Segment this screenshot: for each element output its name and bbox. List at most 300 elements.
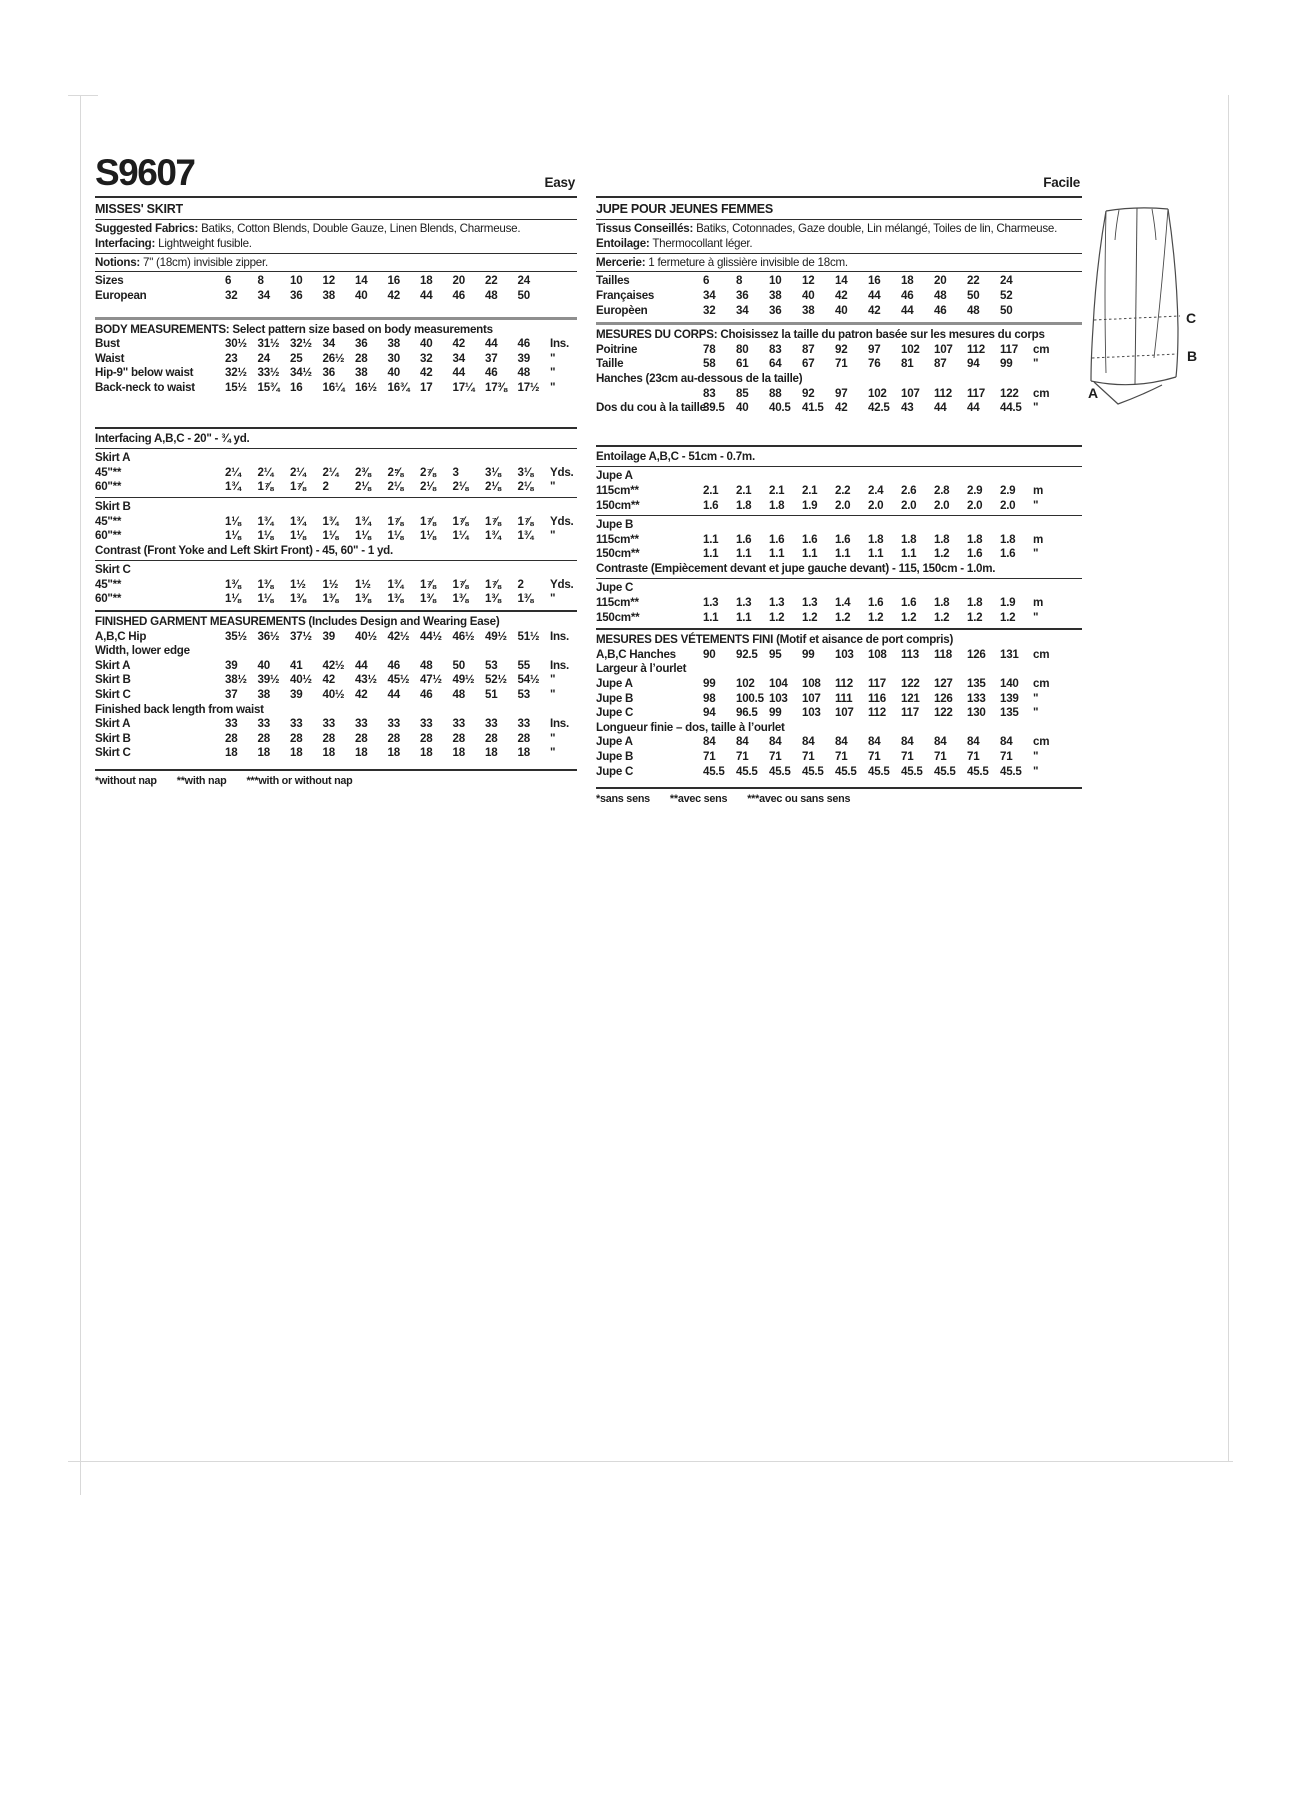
cell-value: 80 bbox=[736, 342, 749, 356]
cell-value: 71 bbox=[901, 750, 914, 764]
cell-value: 1⅜ bbox=[420, 592, 436, 606]
cell-value: 97 bbox=[868, 342, 881, 356]
table-row bbox=[95, 717, 577, 732]
cell-value: 40½ bbox=[355, 629, 377, 643]
cell-value: 24 bbox=[517, 274, 530, 288]
cell-value: 94 bbox=[703, 706, 716, 720]
notions-label: Notions: bbox=[95, 255, 141, 269]
section-row: Jupe C bbox=[596, 581, 634, 595]
cell-value: 117 bbox=[901, 706, 919, 720]
cell-value: 52 bbox=[1000, 288, 1013, 302]
cell-value: 38 bbox=[769, 288, 782, 302]
cell-value: 103 bbox=[769, 691, 788, 705]
cell-value: 1⅞ bbox=[257, 480, 274, 494]
cell-value: 46 bbox=[387, 658, 400, 672]
cell-label: Skirt A bbox=[95, 658, 131, 672]
cell-value: 1¾ bbox=[290, 514, 306, 528]
garment-title-french: JUPE POUR JEUNES FEMMES bbox=[596, 202, 773, 216]
cell-value: 122 bbox=[1000, 386, 1019, 400]
cell-value: 1⅞ bbox=[485, 577, 501, 591]
cell-value: 48 bbox=[420, 658, 433, 672]
cell-value: 40 bbox=[835, 303, 848, 317]
table-row bbox=[95, 466, 577, 481]
spacer bbox=[596, 779, 1082, 784]
cell-unit: cm bbox=[1033, 677, 1050, 691]
cell-value: 1.1 bbox=[736, 547, 752, 561]
cell-unit: " bbox=[1033, 357, 1039, 371]
cell-unit: " bbox=[550, 366, 556, 380]
cell-unit: Ins. bbox=[550, 629, 569, 643]
cell-value: 8 bbox=[257, 274, 264, 288]
cell-value: 1⅜ bbox=[485, 592, 501, 606]
divider bbox=[95, 769, 577, 771]
cell-value: 42 bbox=[322, 673, 335, 687]
cell-value: 2.0 bbox=[835, 498, 851, 512]
cell-value: 1.6 bbox=[736, 532, 752, 546]
cell-value: 18 bbox=[901, 274, 914, 288]
cell-value: 71 bbox=[835, 750, 848, 764]
cell-value: 92 bbox=[835, 342, 848, 356]
section-row: Width, lower edge bbox=[95, 644, 190, 658]
cell-label: 60"** bbox=[95, 529, 122, 543]
cell-value: 37½ bbox=[290, 629, 312, 643]
cell-value: 22 bbox=[967, 274, 980, 288]
skirt-line-drawing bbox=[1088, 198, 1210, 416]
cell-value: 20 bbox=[452, 274, 465, 288]
table-row bbox=[596, 547, 1082, 562]
cell-value: 2⅛ bbox=[355, 480, 371, 494]
cell-value: 1.8 bbox=[769, 498, 785, 512]
cell-value: 2.0 bbox=[868, 498, 884, 512]
cell-value: 28 bbox=[257, 731, 270, 745]
cell-value: 84 bbox=[934, 735, 947, 749]
cell-value: 28 bbox=[517, 731, 530, 745]
cell-label: European bbox=[95, 288, 147, 302]
cell-value: 1.8 bbox=[967, 596, 983, 610]
cell-value: 1⅜ bbox=[452, 592, 469, 606]
cell-unit: " bbox=[550, 380, 556, 394]
cell-value: 44 bbox=[387, 688, 400, 702]
cell-value: 1.6 bbox=[901, 596, 917, 610]
cell-value: 103 bbox=[835, 647, 854, 661]
divider bbox=[95, 196, 577, 198]
cell-value: 25 bbox=[290, 351, 303, 365]
section-row: MESURES DU CORPS: Choisissez la taille du patron basée sur les mesures du corps bbox=[596, 328, 1045, 342]
cell-value: 1.6 bbox=[769, 532, 785, 546]
cell-value: 107 bbox=[802, 691, 821, 705]
cell-value: 1⅞ bbox=[485, 514, 501, 528]
cell-unit: " bbox=[1033, 547, 1039, 561]
cell-value: 121 bbox=[901, 691, 920, 705]
cell-unit: " bbox=[550, 746, 556, 760]
section-row: Hanches (23cm au-dessous de la taille) bbox=[596, 371, 803, 385]
cell-value: 43½ bbox=[355, 673, 377, 687]
cell-value: 32 bbox=[703, 303, 716, 317]
table-row bbox=[95, 289, 577, 304]
cell-value: 139 bbox=[1000, 691, 1019, 705]
cell-label: 60"** bbox=[95, 480, 122, 494]
cell-unit bbox=[1033, 274, 1082, 289]
cell-value: 35½ bbox=[225, 629, 247, 643]
entoilage-label: Entoilage: bbox=[596, 236, 650, 250]
table-row bbox=[596, 289, 1082, 304]
cell-value: 84 bbox=[868, 735, 881, 749]
section-row: MESURES DES VÉTEMENTS FINI (Motif et aisance de port compris) bbox=[596, 633, 954, 647]
cell-value: 122 bbox=[934, 706, 953, 720]
cell-value: 41 bbox=[290, 658, 303, 672]
cell-value: 28 bbox=[355, 731, 368, 745]
cell-value: 71 bbox=[1000, 750, 1013, 764]
cell-value: 2.1 bbox=[802, 483, 818, 497]
table-row bbox=[95, 746, 577, 761]
table-row bbox=[596, 387, 1082, 402]
cell-value: 1⅜ bbox=[225, 577, 241, 591]
cell-value: 103 bbox=[802, 706, 821, 720]
cell-value: 92 bbox=[802, 386, 815, 400]
cell-value: 1.6 bbox=[868, 596, 884, 610]
view-b-label: B bbox=[1187, 348, 1198, 364]
cell-value: 46 bbox=[485, 366, 498, 380]
cell-value: 1.8 bbox=[934, 596, 950, 610]
cell-value: 16 bbox=[868, 274, 881, 288]
cell-value: 1⅞ bbox=[517, 514, 534, 528]
cell-value: 33 bbox=[387, 717, 400, 731]
cell-value: 1⅛ bbox=[225, 514, 241, 528]
cell-label: Françaises bbox=[596, 288, 655, 302]
cell-value: 42 bbox=[387, 288, 400, 302]
cell-value: 17⅜ bbox=[485, 380, 507, 394]
cell-value: 28 bbox=[322, 731, 335, 745]
cell-value: 1¾ bbox=[355, 514, 371, 528]
cell-value: 2.9 bbox=[1000, 483, 1016, 497]
cell-unit: " bbox=[550, 351, 556, 365]
cell-label: 115cm** bbox=[596, 596, 639, 610]
cell-unit: Yds. bbox=[550, 577, 574, 591]
cell-value: 116 bbox=[868, 691, 886, 705]
section-row: Interfacing A,B,C - 20" - ¾ yd. bbox=[95, 431, 250, 445]
cell-value: 34½ bbox=[290, 366, 312, 380]
divider bbox=[95, 610, 577, 612]
cell-value: 22 bbox=[485, 274, 498, 288]
cell-value: 3⅛ bbox=[485, 465, 501, 479]
cell-value: 112 bbox=[835, 677, 853, 691]
cell-value: 2 bbox=[517, 577, 524, 591]
trim-mark-bottom bbox=[68, 1461, 1233, 1462]
cell-value: 2.0 bbox=[901, 498, 917, 512]
cell-value: 45½ bbox=[387, 673, 410, 687]
cell-value: 18 bbox=[322, 746, 335, 760]
cell-value: 1⅞ bbox=[420, 577, 436, 591]
cell-value: 95 bbox=[769, 647, 782, 661]
english-header bbox=[95, 153, 577, 193]
cell-unit: " bbox=[1033, 498, 1039, 512]
table-row bbox=[596, 401, 1082, 416]
cell-value: 44 bbox=[452, 366, 465, 380]
difficulty-badge-french: Facile bbox=[1043, 175, 1080, 190]
cell-value: 42 bbox=[355, 688, 368, 702]
cell-value: 71 bbox=[703, 750, 716, 764]
cell-value: 33 bbox=[257, 717, 270, 731]
cell-value: 84 bbox=[901, 735, 914, 749]
cell-value: 45.5 bbox=[835, 764, 857, 778]
cell-value: 49½ bbox=[485, 629, 507, 643]
cell-value: 32½ bbox=[290, 337, 312, 351]
divider bbox=[95, 271, 577, 272]
mercerie-line bbox=[596, 256, 1082, 270]
cell-value: 1.6 bbox=[802, 532, 818, 546]
cell-value: 40 bbox=[802, 288, 815, 302]
interfacing-value: Lightweight fusible. bbox=[158, 236, 252, 250]
cell-value: 45.5 bbox=[868, 764, 890, 778]
footnote-with-nap: **with nap bbox=[176, 775, 227, 788]
cell-value: 42½ bbox=[387, 629, 410, 643]
cell-unit: " bbox=[1033, 750, 1039, 764]
table-row bbox=[596, 648, 1082, 663]
cell-value: 84 bbox=[736, 735, 749, 749]
cell-value: 107 bbox=[934, 342, 953, 356]
cell-value: 2⅛ bbox=[452, 480, 469, 494]
cell-unit: Ins. bbox=[550, 658, 569, 672]
section-row: Skirt B bbox=[95, 499, 131, 513]
table-row bbox=[95, 337, 577, 352]
divider bbox=[596, 466, 1082, 467]
cell-value: 45.5 bbox=[703, 764, 725, 778]
cell-value: 2.2 bbox=[835, 483, 851, 497]
cell-label: Jupe B bbox=[596, 691, 634, 705]
cell-value: 1¾ bbox=[485, 529, 501, 543]
cell-value: 16½ bbox=[355, 380, 377, 394]
cell-value: 44 bbox=[901, 303, 914, 317]
cell-value: 1¼ bbox=[452, 529, 469, 543]
cell-value: 2¼ bbox=[290, 465, 306, 479]
cell-value: 48 bbox=[485, 288, 498, 302]
table-row bbox=[95, 673, 577, 688]
divider bbox=[596, 271, 1082, 272]
table-row bbox=[596, 343, 1082, 358]
cell-unit: m bbox=[1033, 532, 1044, 546]
cell-value: 94 bbox=[967, 357, 980, 371]
section-row: Entoilage A,B,C - 51cm - 0.7m. bbox=[596, 449, 755, 463]
cell-value: 1.1 bbox=[901, 547, 917, 561]
table-row bbox=[95, 529, 577, 544]
cell-value: 2⅛ bbox=[420, 480, 436, 494]
cell-value: 24 bbox=[257, 351, 270, 365]
cell-value: 1.8 bbox=[901, 532, 917, 546]
cell-value: 46 bbox=[420, 688, 433, 702]
cell-value: 28 bbox=[225, 731, 238, 745]
section-row: Jupe A bbox=[596, 469, 633, 483]
cell-unit: m bbox=[1033, 596, 1044, 610]
interfacing-label: Interfacing: bbox=[95, 236, 156, 250]
cell-unit: Yds. bbox=[550, 514, 574, 528]
cell-value: 1⅛ bbox=[420, 529, 436, 543]
cell-value: 48 bbox=[934, 288, 947, 302]
view-c-label: C bbox=[1186, 310, 1197, 326]
table-row bbox=[596, 499, 1082, 514]
cell-value: 20 bbox=[934, 274, 947, 288]
cell-value: 42 bbox=[835, 288, 848, 302]
table-row bbox=[95, 659, 577, 674]
cell-value: 42 bbox=[835, 401, 848, 415]
garment-title-english: MISSES' SKIRT bbox=[95, 202, 183, 216]
divider bbox=[596, 628, 1082, 630]
cell-value: 48 bbox=[967, 303, 980, 317]
cell-value: 135 bbox=[967, 677, 986, 691]
divider bbox=[596, 445, 1082, 447]
cell-value: 2⅛ bbox=[387, 480, 404, 494]
cell-value: 41.5 bbox=[802, 401, 824, 415]
cell-value: 43 bbox=[901, 401, 914, 415]
table-row bbox=[95, 578, 577, 593]
cell-value: 112 bbox=[934, 386, 952, 400]
cell-value: 1⅛ bbox=[257, 529, 274, 543]
cell-value: 34 bbox=[703, 288, 716, 302]
table-row bbox=[95, 274, 577, 289]
cell-value: 83 bbox=[703, 386, 716, 400]
cell-value: 46 bbox=[901, 288, 914, 302]
cell-value: 1.1 bbox=[802, 547, 818, 561]
cell-value: 32 bbox=[420, 351, 433, 365]
cell-value: 34 bbox=[736, 303, 749, 317]
cell-value: 28 bbox=[485, 731, 498, 745]
cell-value: 122 bbox=[901, 677, 920, 691]
section-row: Largeur à l’ourlet bbox=[596, 662, 687, 676]
cell-value: 117 bbox=[1000, 342, 1018, 356]
french-column bbox=[596, 153, 1082, 816]
cell-value: 6 bbox=[703, 274, 710, 288]
cell-value: 135 bbox=[1000, 706, 1019, 720]
cell-value: 44 bbox=[868, 288, 881, 302]
cell-value: 42.5 bbox=[868, 401, 890, 415]
cell-value: 18 bbox=[420, 274, 433, 288]
cell-value: 39½ bbox=[257, 673, 280, 687]
cell-value: 46 bbox=[452, 288, 465, 302]
cell-value: 38 bbox=[257, 688, 270, 702]
cell-value: 58 bbox=[703, 357, 716, 371]
cell-value: 1¾ bbox=[225, 480, 241, 494]
cell-label: Bust bbox=[95, 337, 120, 351]
cell-unit: " bbox=[550, 731, 556, 745]
cell-value: 15½ bbox=[225, 380, 247, 394]
cell-value: 90 bbox=[703, 647, 716, 661]
cell-label: Skirt B bbox=[95, 731, 131, 745]
cell-label: 45"** bbox=[95, 577, 122, 591]
pattern-code: S9607 bbox=[95, 152, 195, 193]
cell-value: 33 bbox=[225, 717, 238, 731]
cell-value: 1⅛ bbox=[257, 592, 274, 606]
cell-value: 126 bbox=[934, 691, 953, 705]
cell-value: 2⅛ bbox=[517, 480, 534, 494]
cell-unit: " bbox=[550, 688, 556, 702]
spacer bbox=[95, 396, 577, 424]
cell-value: 36 bbox=[322, 366, 335, 380]
cell-label: 150cm** bbox=[596, 498, 640, 512]
cell-unit: Ins. bbox=[550, 717, 569, 731]
suggested-fabrics-label: Suggested Fabrics: bbox=[95, 222, 199, 235]
divider bbox=[596, 196, 1082, 198]
cell-value: 108 bbox=[802, 677, 821, 691]
cell-label: Taille bbox=[596, 357, 624, 371]
cell-value: 99 bbox=[703, 677, 716, 691]
cell-value: 44 bbox=[485, 337, 498, 351]
cell-value: 2.1 bbox=[769, 483, 785, 497]
cell-value: 12 bbox=[322, 274, 335, 288]
cell-label: Tailles bbox=[596, 274, 630, 288]
cell-value: 2⅝ bbox=[387, 465, 404, 479]
cell-value: 1⅜ bbox=[290, 592, 306, 606]
footnote-with-or-without-nap: ***with or without nap bbox=[246, 775, 353, 788]
cell-value: 84 bbox=[769, 735, 782, 749]
cell-value: 2.6 bbox=[901, 483, 917, 497]
cell-value: 133 bbox=[967, 691, 986, 705]
cell-value: 1.2 bbox=[934, 547, 950, 561]
cell-value: 71 bbox=[835, 357, 848, 371]
cell-value: 1.2 bbox=[901, 610, 917, 624]
cell-value: 44 bbox=[420, 288, 433, 302]
cell-value: 16¼ bbox=[322, 380, 345, 394]
english-measurement-table bbox=[95, 274, 577, 771]
cell-label: Jupe C bbox=[596, 706, 634, 720]
divider bbox=[95, 497, 577, 498]
notions-value: 7" (18cm) invisible zipper. bbox=[143, 255, 268, 269]
cell-label: Europèen bbox=[596, 303, 648, 317]
cell-label: 115cm** bbox=[596, 532, 639, 546]
cell-unit: cm bbox=[1033, 647, 1050, 661]
cell-value: 18 bbox=[452, 746, 465, 760]
divider bbox=[95, 427, 577, 429]
cell-value: 23 bbox=[225, 351, 238, 365]
notions-line bbox=[95, 256, 577, 270]
cell-value: 2.0 bbox=[967, 498, 983, 512]
cell-value: 33 bbox=[355, 717, 368, 731]
cell-label: Jupe A bbox=[596, 677, 633, 691]
cell-value: 36½ bbox=[257, 629, 280, 643]
nap-footnotes-french bbox=[596, 793, 1082, 805]
spacer bbox=[95, 761, 577, 766]
table-row bbox=[596, 750, 1082, 765]
cell-value: 48 bbox=[517, 366, 530, 380]
cell-unit: " bbox=[1033, 610, 1039, 624]
cell-label: Skirt C bbox=[95, 688, 131, 702]
cell-value: 1.8 bbox=[736, 498, 752, 512]
cell-value: 64 bbox=[769, 357, 782, 371]
cell-value: 34 bbox=[452, 351, 465, 365]
cell-value: 117 bbox=[868, 677, 886, 691]
cell-unit: cm bbox=[1033, 342, 1050, 356]
french-measurement-table bbox=[596, 274, 1082, 789]
cell-value: 100.5 bbox=[736, 691, 764, 705]
cell-value: 50 bbox=[517, 288, 530, 302]
skirt-back-view bbox=[1088, 198, 1210, 416]
cell-value: 18 bbox=[517, 746, 530, 760]
cell-label: 45"** bbox=[95, 465, 122, 479]
cell-value: 40½ bbox=[290, 673, 312, 687]
cell-value: 1.3 bbox=[703, 596, 719, 610]
cell-value: 1⅛ bbox=[355, 529, 371, 543]
cell-value: 92.5 bbox=[736, 647, 758, 661]
cell-value: 34 bbox=[257, 288, 270, 302]
cell-value: 50 bbox=[967, 288, 980, 302]
footnote-without-nap: *without nap bbox=[95, 775, 157, 788]
cell-value: 1.6 bbox=[703, 498, 719, 512]
cell-label: Jupe B bbox=[596, 750, 634, 764]
cell-value: 99 bbox=[802, 647, 815, 661]
cell-value: 1.3 bbox=[769, 596, 785, 610]
cell-value: 51½ bbox=[517, 629, 540, 643]
cell-value: 112 bbox=[967, 342, 985, 356]
cell-value: 84 bbox=[1000, 735, 1013, 749]
cell-value: 2.9 bbox=[967, 483, 983, 497]
